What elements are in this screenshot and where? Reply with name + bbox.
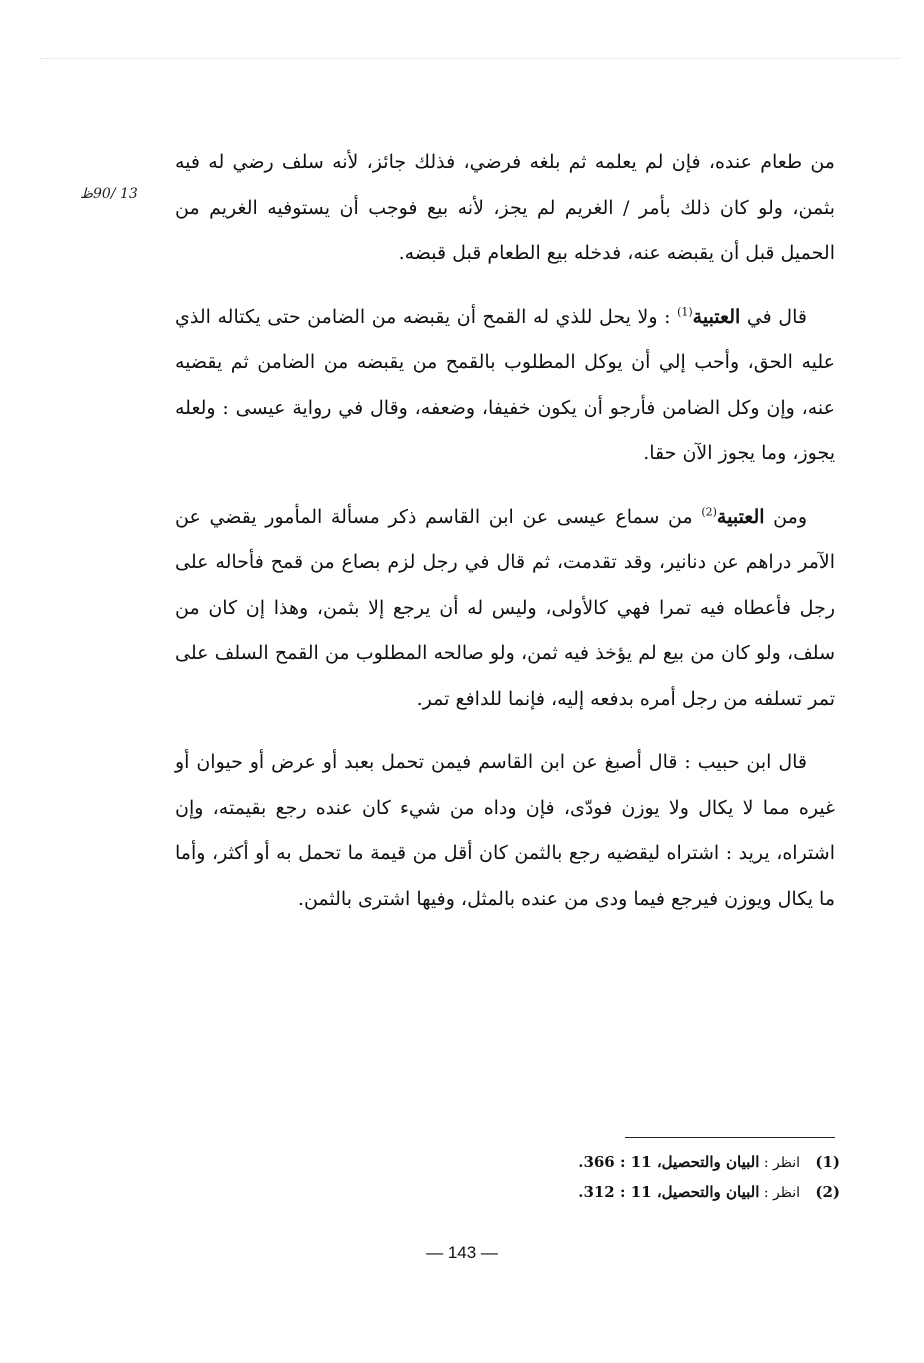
paragraph-3-pre: ومن	[764, 505, 808, 528]
footnote-2-number: (2)	[815, 1183, 840, 1201]
footnote-2-title: البيان والتحصيل،	[656, 1183, 760, 1201]
paragraph-4	[175, 740, 835, 922]
paragraph-1-text: من طعام عنده، فإن لم يعلمه ثم بلغه فرضي، فذلك جائز، لأنه سلف رضي له فيه بثمن، ولو كان ذلك بأمر / الغريم لم يجز، لأنه بيع فوجب أن يستوفيه الغريم من الحميل قبل أن يقبضه عنه، فدخله بيع الطعام قبل قبضه.	[175, 151, 835, 264]
scan-edge-line	[40, 58, 900, 59]
footnote-1-prefix: انظر :	[759, 1155, 800, 1171]
footnote-1	[470, 1148, 840, 1178]
footnote-2-prefix: انظر :	[759, 1185, 800, 1201]
paragraph-1	[175, 140, 835, 277]
footnote-2-reference: 11 : 312.	[578, 1183, 657, 1201]
footnote-1-number: (1)	[815, 1153, 840, 1171]
footnote-1-title: البيان والتحصيل،	[656, 1153, 760, 1171]
footnote-2	[470, 1178, 840, 1208]
main-text	[175, 140, 835, 940]
footnote-separator	[625, 1137, 835, 1138]
paragraph-3-source-title: العتبية	[716, 505, 765, 528]
page-number: — 143 —	[426, 1243, 498, 1262]
footnote-1-reference: 11 : 366.	[578, 1153, 657, 1171]
paragraph-4-text: قال ابن حبيب : قال أصبغ عن ابن القاسم فيمن تحمل بعبد أو عرض أو حيوان أو غيره مما لا يكال ولا يوزن فودّى، فإن وداه من شيء كان عنده رجع بقيمته، وإن اشتراه، يريد : اشتراه ليقضيه رجع بالثمن كان أقل من قيمة ما تحمل به أو أكثر، وأما ما يكال ويوزن فيرجع فيما ودى من عنده بالمثل، وفيها اشترى بالثمن.	[175, 751, 835, 910]
paragraph-2-source-title: العتبية	[692, 305, 741, 328]
paragraph-3	[175, 495, 835, 723]
paragraph-3-text: من سماع عيسى عن ابن القاسم ذكر مسألة المأمور يقضي عن الآمر دراهم عن دنانير، وقد تقدمت، ثم قال في رجل لزم بصاع من قمح فأحاله على رجل فأعطاه فيه تمرا فهي كالأولى، وليس له أن يرجع إلا بثمن، وهذا إن كان من سلف، ولو كان من بيع لم يؤخذ فيه ثمن، ولو صالحه المطلوب من القمح السلف على تمر تسلفه من رجل أمره بدفعه إليه، فإنما للدافع تمر.	[175, 505, 835, 710]
paragraph-2-text: : ولا يحل للذي له القمح أن يقبضه من الضامن حتى يكتاله الذي عليه الحق، وأحب إلي أن يوكل المطلوب بالقمح من يقبضه من الضامن ثم يقضيه عنه، وإن وكل الضامن فأرجو أن يكون خفيفا، وضعفه، وقال في رواية عيسى : ولعله يجوز، وما يجوز الآن حقا.	[175, 305, 835, 464]
footnote-ref-1[interactable]: (1)	[677, 305, 693, 319]
footnote-ref-2[interactable]: (2)	[701, 505, 717, 519]
paragraph-2-pre: قال في	[740, 305, 807, 328]
paragraph-2	[175, 295, 835, 477]
footnotes	[470, 1148, 840, 1208]
manuscript-folio-note: 13 /90ظ	[80, 186, 138, 202]
